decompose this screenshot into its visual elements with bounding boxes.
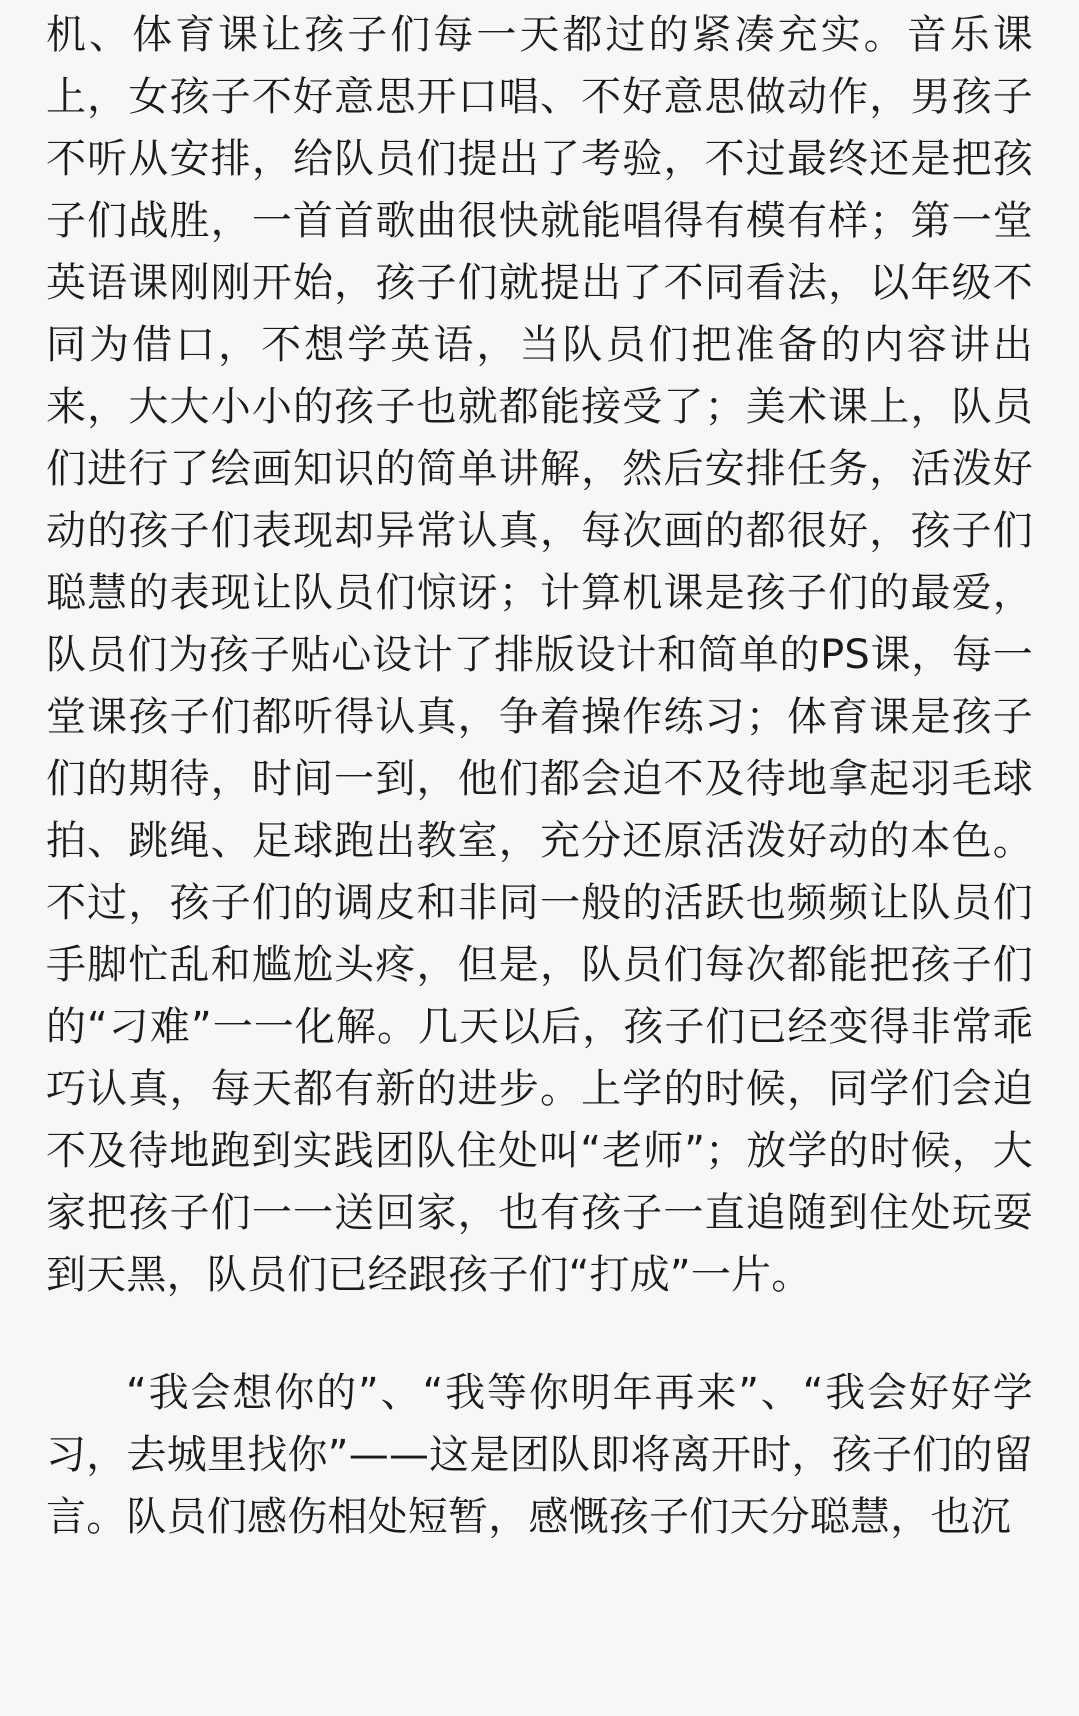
body-paragraph: 机、体育课让孩子们每一天都过的紧凑充实。音乐课上，女孩子不好意思开口唱、不好意思做动作，男孩子不听从安排，给队员们提出了考验，不过最终还是把孩子们战胜，一首首歌曲很快就能唱得有模有样；第一堂英语课刚刚开始，孩子们就提出了不同看法，以年级不同为借口，不想学英语，当队员们把准备的内容讲出来，大大小小的孩子也就都能接受了；美术课上，队员们进行了绘画知识的简单讲解，然后安排任务，活泼好动的孩子们表现却异常认真，每次画的都很好，孩子们聪慧的表现让队员们惊讶；计算机课是孩子们的最爱，队员们为孩子贴心设计了排版设计和简单的PS课，每一堂课孩子们都听得认真，争着操作练习；体育课是孩子们的期待，时间一到，他们都会迫不及待地拿起羽毛球拍、跳绳、足球跑出教室，充分还原活泼好动的本色。不过，孩子们的调皮和非同一般的活跃也频频让队员们手脚忙乱和尴尬头疼，但是，队员们每次都能把孩子们的“刁难”一一化解。几天以后，孩子们已经变得非常乖巧认真，每天都有新的进步。上学的时候，同学们会迫不及待地跑到实践团队住处叫“老师”；放学的时候，大家把孩子们一一送回家，也有孩子一直追随到住处玩耍到天黑，队员们已经跟孩子们“打成”一片。: [46, 12, 1033, 1298]
body-paragraph: “我会想你的”、“我等你明年再来”、“我会好好学习，去城里找你”——这是团队即将离开时，孩子们的留言。队员们感伤相处短暂，感慨孩子们天分聪慧，也沉: [46, 1370, 1033, 1540]
article-body: [46, 0, 1033, 1548]
